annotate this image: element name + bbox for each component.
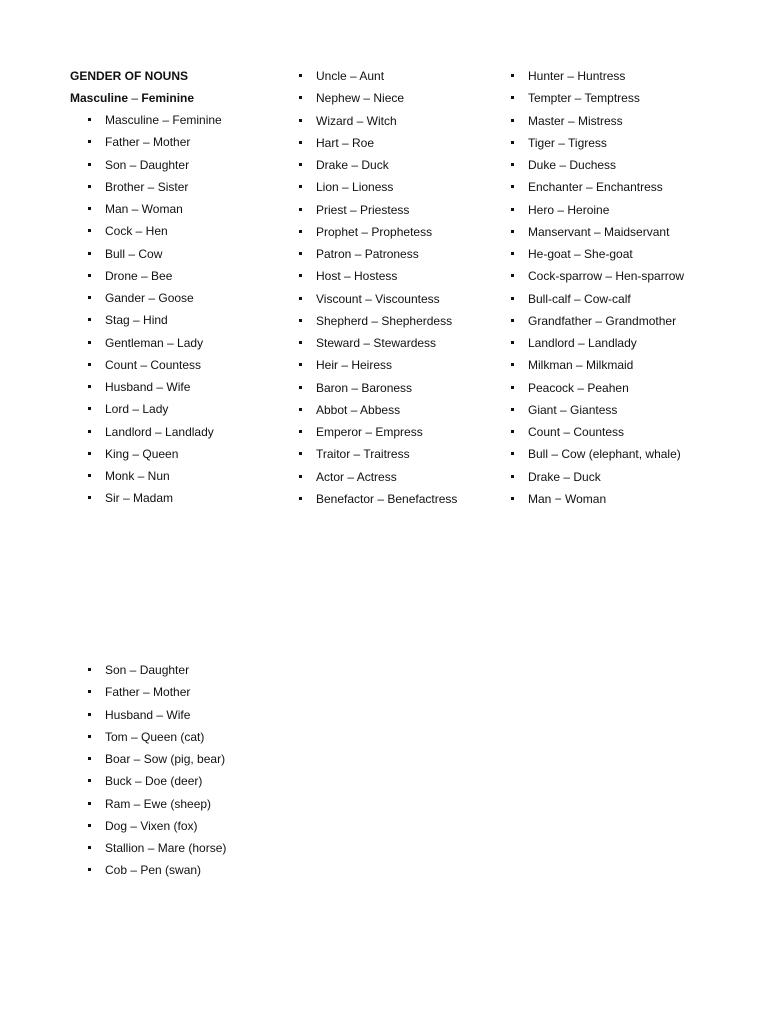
list-item: Prophet – Prophetess — [299, 225, 457, 247]
list-item: Father – Mother — [88, 685, 226, 707]
list-item: Husband – Wife — [88, 380, 222, 402]
list-item: Sir – Madam — [88, 491, 222, 513]
list-item: Brother – Sister — [88, 180, 222, 202]
list-item: Grandfather – Grandmother — [511, 314, 684, 336]
list-item: King – Queen — [88, 447, 222, 469]
list-item: Father – Mother — [88, 135, 222, 157]
list-item: Traitor – Traitress — [299, 447, 457, 469]
list-item: Peacock – Peahen — [511, 381, 684, 403]
list-item: Manservant – Maidservant — [511, 225, 684, 247]
subheading-masculine: Masculine — [70, 91, 129, 105]
list-item: Viscount – Viscountess — [299, 292, 457, 314]
list-item: Cock-sparrow – Hen-sparrow — [511, 269, 684, 291]
list-item: Gentleman – Lady — [88, 336, 222, 358]
list-item: Monk – Nun — [88, 469, 222, 491]
list-item: Cock – Hen — [88, 224, 222, 246]
list-item: Bull-calf – Cow-calf — [511, 292, 684, 314]
list-item: Enchanter – Enchantress — [511, 180, 684, 202]
list-item: Ram – Ewe (sheep) — [88, 797, 226, 819]
list-item: Stallion – Mare (horse) — [88, 841, 226, 863]
noun-list-column-3 — [511, 69, 684, 514]
page-title: GENDER OF NOUNS — [70, 69, 189, 83]
list-item: Man – Woman — [88, 202, 222, 224]
list-item: Bull – Cow — [88, 247, 222, 269]
list-item: Baron – Baroness — [299, 381, 457, 403]
list-item: Hart – Roe — [299, 136, 457, 158]
list-item: Emperor – Empress — [299, 425, 457, 447]
list-item: Hunter – Huntress — [511, 69, 684, 91]
list-item: Man − Woman — [511, 492, 684, 514]
list-item: Heir – Heiress — [299, 358, 457, 380]
list-item: Hero – Heroine — [511, 203, 684, 225]
list-item: Landlord – Landlady — [88, 425, 222, 447]
list-item: Wizard – Witch — [299, 114, 457, 136]
list-item: Husband – Wife — [88, 708, 226, 730]
noun-list-column-2 — [299, 69, 457, 514]
list-item: Gander – Goose — [88, 291, 222, 313]
list-item: Dog – Vixen (fox) — [88, 819, 226, 841]
list-item: Count – Countess — [88, 358, 222, 380]
list-item: Drone – Bee — [88, 269, 222, 291]
subheading-dash: – — [128, 91, 142, 105]
list-item: Masculine – Feminine — [88, 113, 222, 135]
list-item: Bull – Cow (elephant, whale) — [511, 447, 684, 469]
list-item: Count – Countess — [511, 425, 684, 447]
list-item: Drake – Duck — [299, 158, 457, 180]
list-item: Priest – Priestess — [299, 203, 457, 225]
list-item: Tempter – Temptress — [511, 91, 684, 113]
list-item: Landlord – Landlady — [511, 336, 684, 358]
list-item: Cob – Pen (swan) — [88, 863, 226, 885]
list-item: Master – Mistress — [511, 114, 684, 136]
list-item: Duke – Duchess — [511, 158, 684, 180]
list-item: Host – Hostess — [299, 269, 457, 291]
list-item: He-goat – She-goat — [511, 247, 684, 269]
list-item: Lord – Lady — [88, 402, 222, 424]
list-item: Lion – Lioness — [299, 180, 457, 202]
list-item: Benefactor – Benefactress — [299, 492, 457, 514]
noun-list-column-1 — [88, 113, 222, 514]
list-item: Nephew – Niece — [299, 91, 457, 113]
list-item: Uncle – Aunt — [299, 69, 457, 91]
list-item: Giant – Giantess — [511, 403, 684, 425]
list-item: Actor – Actress — [299, 470, 457, 492]
subheading — [70, 91, 194, 105]
list-item: Milkman – Milkmaid — [511, 358, 684, 380]
list-item: Stag – Hind — [88, 313, 222, 335]
list-item: Son – Daughter — [88, 158, 222, 180]
list-item: Tom – Queen (cat) — [88, 730, 226, 752]
list-item: Shepherd – Shepherdess — [299, 314, 457, 336]
list-item: Tiger – Tigress — [511, 136, 684, 158]
subheading-feminine: Feminine — [141, 91, 195, 105]
list-item: Steward – Stewardess — [299, 336, 457, 358]
list-item: Boar – Sow (pig, bear) — [88, 752, 226, 774]
list-item: Son – Daughter — [88, 663, 226, 685]
list-item: Drake – Duck — [511, 470, 684, 492]
list-item: Abbot – Abbess — [299, 403, 457, 425]
list-item: Patron – Patroness — [299, 247, 457, 269]
noun-list-animals — [88, 663, 226, 886]
list-item: Buck – Doe (deer) — [88, 774, 226, 796]
